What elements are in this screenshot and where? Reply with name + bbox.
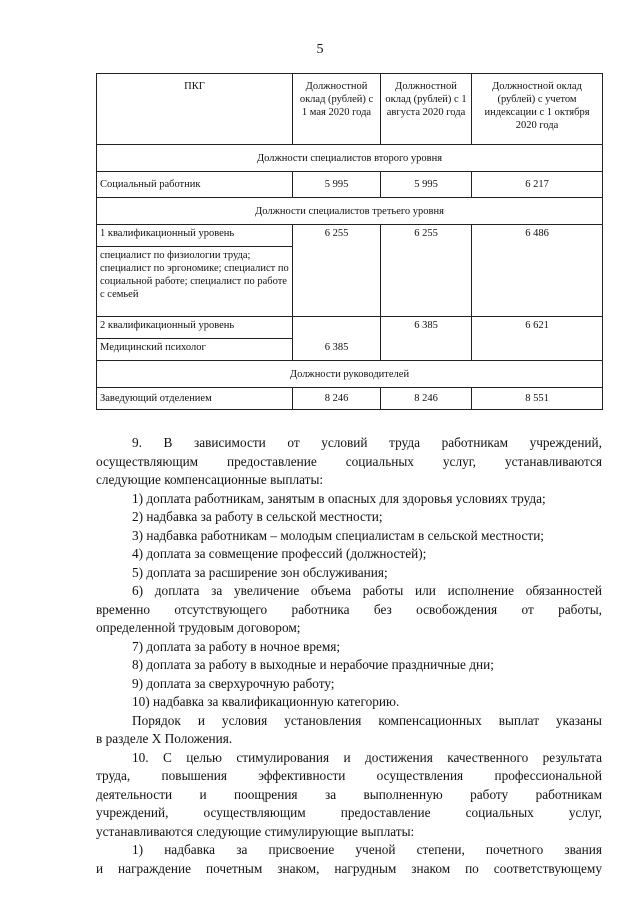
cell-empty (381, 339, 472, 361)
cell-empty (293, 317, 381, 339)
paragraph-10-line: труда, повышения эффективности осуществления профессиональной (96, 768, 602, 783)
paragraph-10-line: устанавливаются следующие стимулирующие выплаты: (96, 823, 415, 839)
list-item: определенной трудовым договором; (96, 620, 301, 635)
cell-value: 6 621 (472, 317, 603, 339)
cell-value: 6 385 (381, 317, 472, 339)
list-item: 3) надбавка работникам – молодым специалистам в сельской местности; (132, 527, 545, 543)
cell-value: 8 246 (381, 388, 472, 410)
table-row (97, 388, 603, 410)
paragraph-10-line: 10. С целью стимулирования и достижения качественного результата (132, 749, 602, 765)
cell-value: 6 255 (381, 225, 472, 247)
section-row (97, 198, 603, 225)
list-item: 5) доплата за расширение зон обслуживания; (132, 564, 388, 580)
list-item: временно отсутствующего работника без освобождения от работы, (96, 601, 602, 617)
cell-empty (472, 247, 603, 317)
list-item: и награждение почетным знаком, нагрудным знаком по соответствующему (96, 860, 602, 876)
cell-value: 6 385 (293, 339, 381, 361)
table-header-row (97, 74, 603, 145)
header-pkg: ПКГ (97, 74, 293, 145)
cell-value: 6 255 (293, 225, 381, 247)
cell-value: 5 995 (381, 172, 472, 198)
cell-value: 8 246 (293, 388, 381, 410)
cell-position-name: Медицинский психолог (97, 339, 293, 361)
list-item: 1) доплата работникам, занятым в опасных для здоровья условиях труда; (132, 490, 546, 506)
cell-empty (293, 247, 381, 317)
table-row (97, 317, 603, 339)
section-managers: Должности руководителей (97, 361, 603, 388)
cell-value: 6 217 (472, 172, 603, 198)
salary-table (96, 73, 603, 410)
body-text (96, 434, 602, 878)
cell-empty (472, 339, 603, 361)
section-row (97, 361, 603, 388)
cell-empty (381, 247, 472, 317)
header-october-2020: Должностной оклад (рублей) с учетом индексации с 1 октября 2020 года (472, 74, 603, 145)
paragraph-9-line: осуществляющим предоставление социальных услуг, устанавливаются (96, 453, 602, 469)
section-row (97, 145, 603, 172)
list-item: 2) надбавка за работу в сельской местности; (132, 509, 383, 524)
list-item: 8) доплата за работу в выходные и нерабочие праздничные дни; (132, 657, 494, 672)
page-number: 5 (316, 42, 324, 57)
table-row (97, 225, 603, 247)
header-august-2020: Должностной оклад (рублей) с 1 августа 2020 года (381, 74, 472, 145)
paragraph-10-line: учреждений, осуществляющим предоставление социальных услуг, (96, 805, 602, 820)
cell-position-name: Социальный работник (97, 172, 293, 198)
table-row (97, 339, 603, 361)
paragraph-9-line: следующие компенсационные выплаты: (96, 472, 324, 487)
section-third-level: Должности специалистов третьего уровня (97, 198, 603, 225)
cell-value: 8 551 (472, 388, 603, 410)
list-item: 1) надбавка за присвоение ученой степени, почетного звания (132, 842, 602, 857)
cell-position-name: 1 квалификационный уровень (97, 225, 293, 247)
order-paragraph-line: в разделе X Положения. (96, 731, 233, 746)
list-item: 4) доплата за совмещение профессий (должностей); (132, 546, 427, 561)
list-item: 10) надбавка за квалификационную категорию. (132, 694, 400, 709)
header-may-2020: Должностной оклад (рублей) с 1 мая 2020 года (293, 74, 381, 145)
list-item: 9) доплата за сверхурочную работу; (132, 675, 335, 691)
table-row (97, 172, 603, 198)
section-second-level: Должности специалистов второго уровня (97, 145, 603, 172)
table-row (97, 247, 603, 317)
order-paragraph-line: Порядок и условия установления компенсационных выплат указаны (132, 712, 602, 728)
cell-value: 5 995 (293, 172, 381, 198)
cell-value: 6 486 (472, 225, 603, 247)
cell-position-name: Заведующий отделением (97, 388, 293, 410)
paragraph-10-line: деятельности и поощрения за выполненную работу работникам (96, 786, 602, 802)
list-item: 7) доплата за работу в ночное время; (132, 638, 341, 654)
list-item: 6) доплата за увеличение объема работы или исполнение обязанностей (132, 583, 602, 598)
cell-positions-list: специалист по физиологии труда; специалист по эргономике; специалист по социальной работе; специалист по работе с семьей (97, 247, 293, 317)
cell-position-name: 2 квалификационный уровень (97, 317, 293, 339)
paragraph-9-line: 9. В зависимости от условий труда работникам учреждений, (132, 435, 602, 450)
